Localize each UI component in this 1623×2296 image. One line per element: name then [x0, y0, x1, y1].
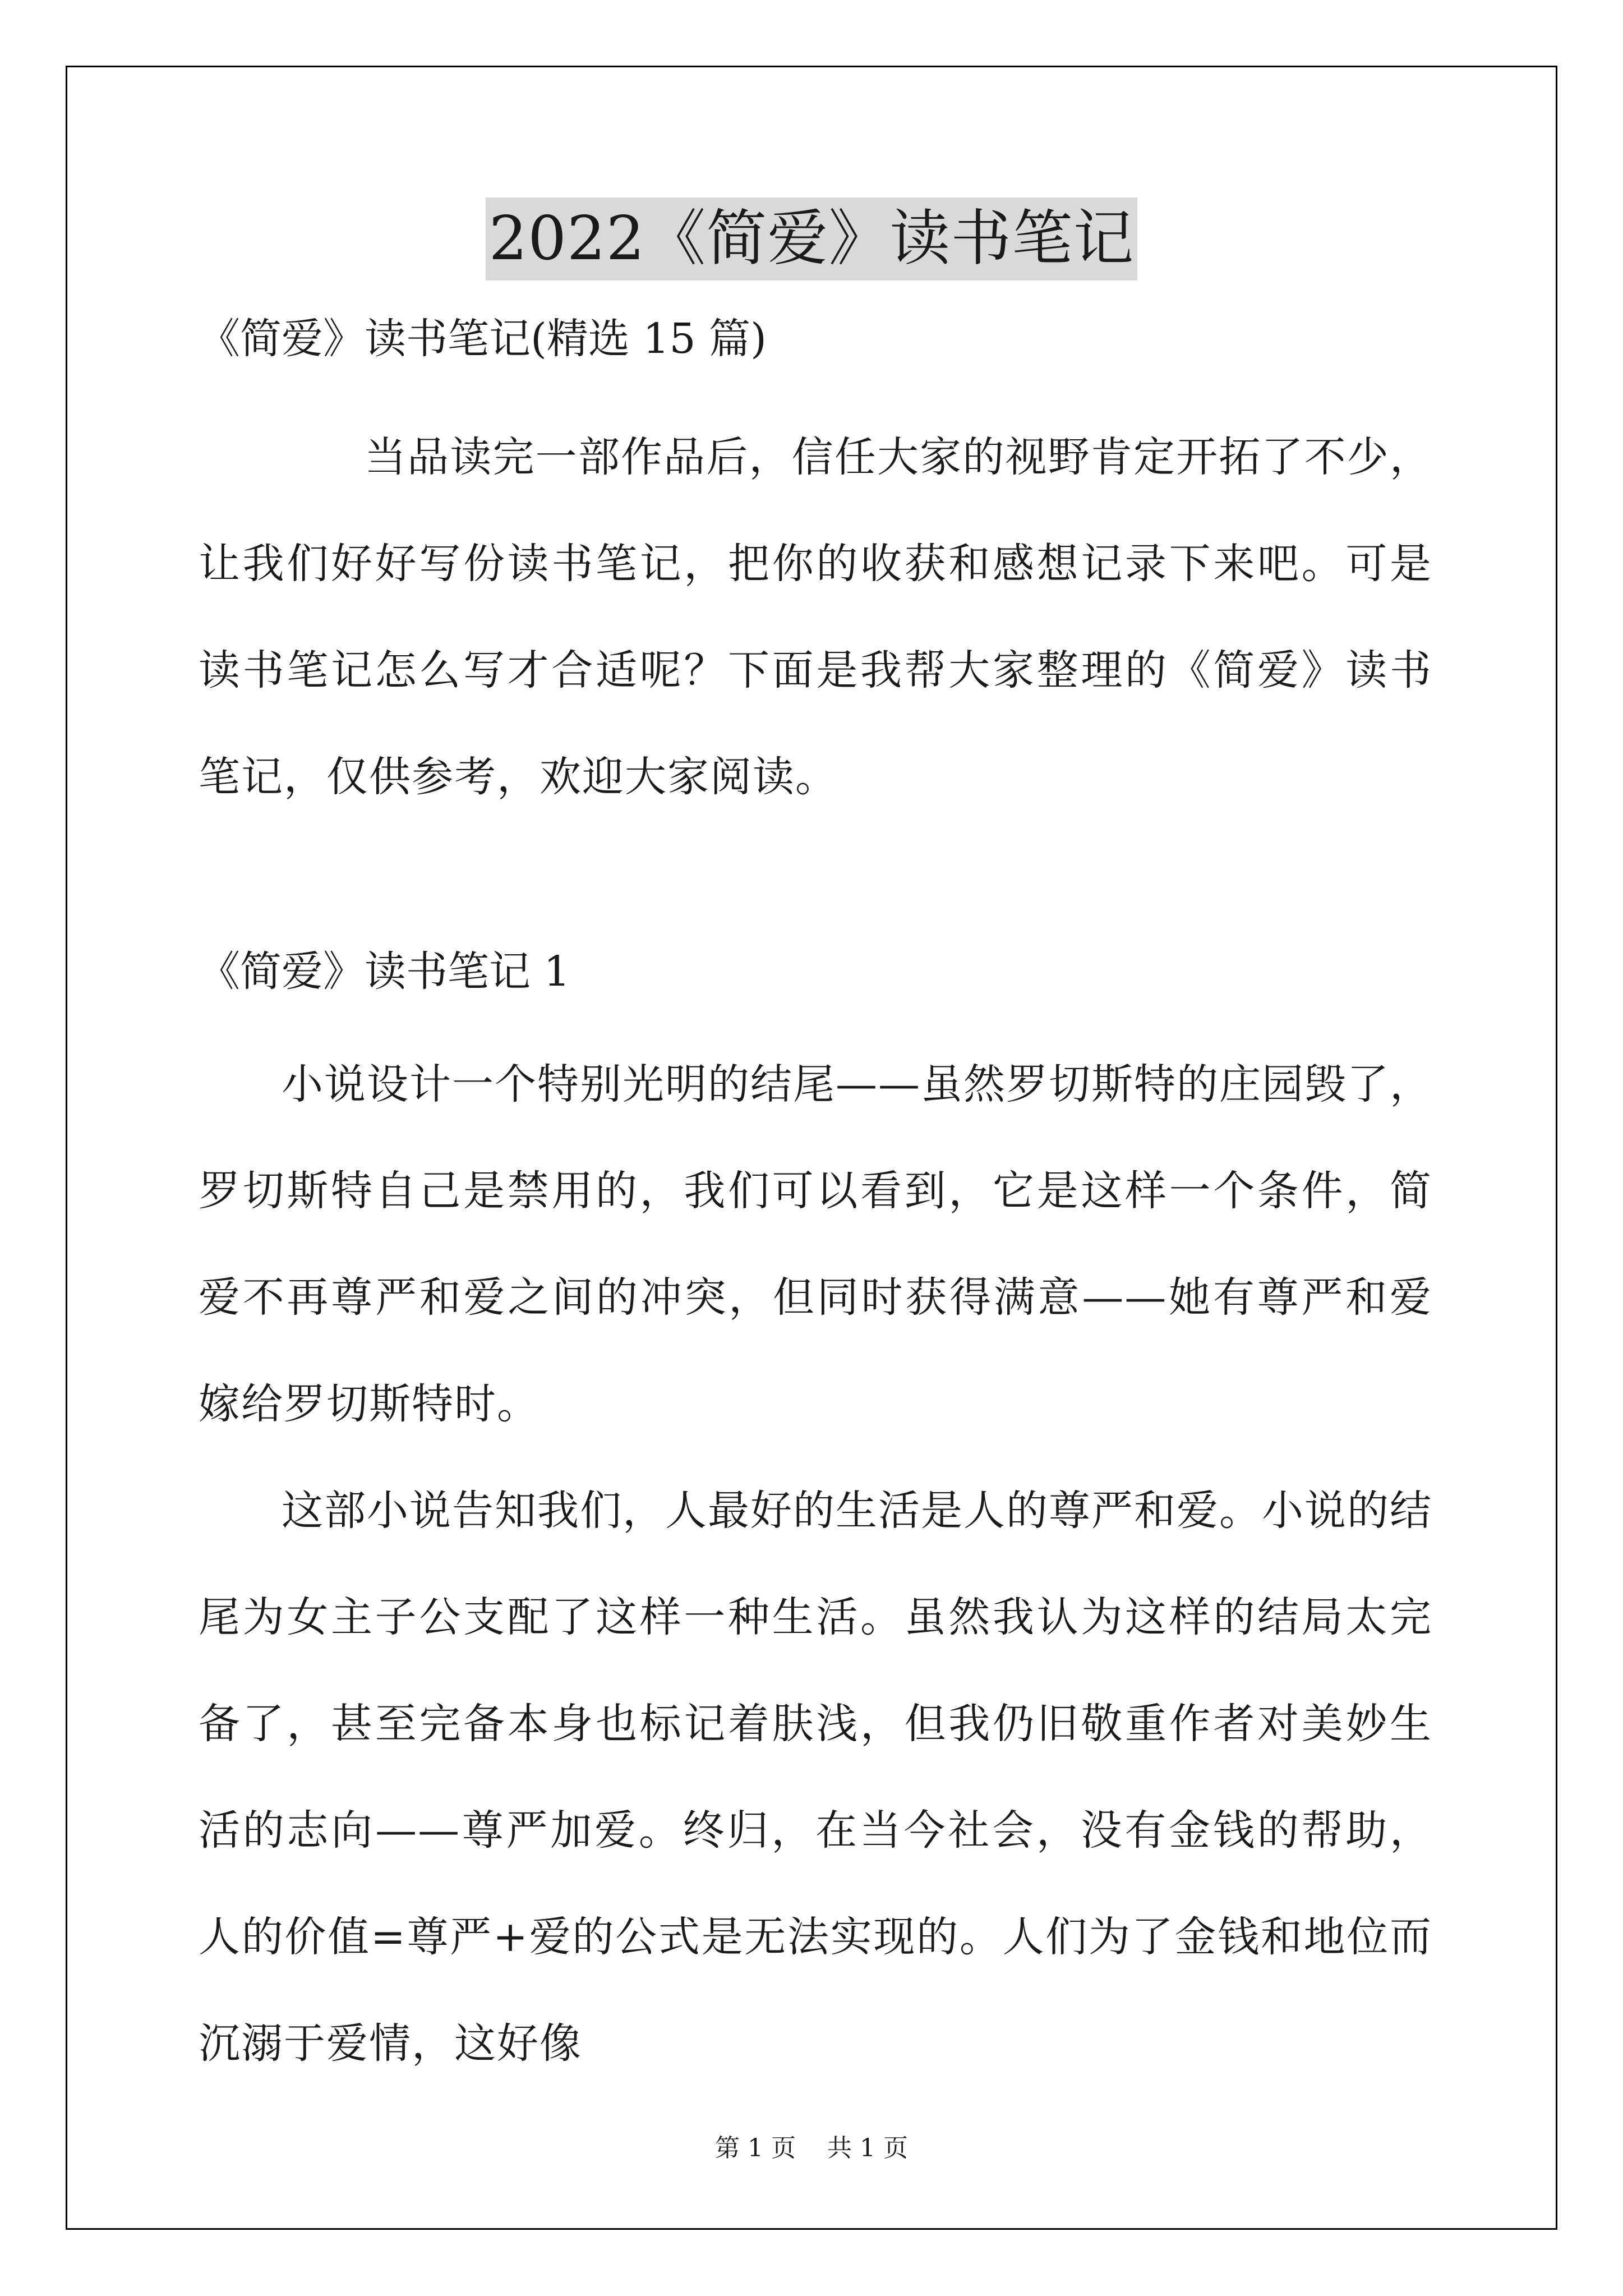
page-number-total: 共 1 页 [827, 2134, 908, 2162]
document-body [199, 303, 1432, 2097]
title-container [0, 197, 1623, 280]
body-paragraph-1: 小说设计一个特别光明的结尾——虽然罗切斯特的庄园毁了，罗切斯特自己是禁用的，我们可以看到，它是这样一个条件，简爱不再尊严和爱之间的冲突，但同时获得满意——她有尊严和爱嫁给罗切斯特时。 [199, 1060, 1432, 1428]
document-subtitle: 《简爱》读书笔记(精选 15 篇) [199, 315, 767, 363]
section-heading: 《简爱》读书笔记 1 [199, 947, 570, 996]
document-title: 2022《简爱》读书笔记 [486, 197, 1138, 280]
page-footer [0, 2132, 1623, 2165]
page-number-current: 第 1 页 [715, 2134, 796, 2162]
intro-paragraph: 当品读完一部作品后，信任大家的视野肯定开拓了不少，让我们好好写份读书笔记，把你的收获和感想记录下来吧。可是读书笔记怎么写才合适呢？下面是我帮大家整理的《简爱》读书笔记，仅供参考，欢迎大家阅读。 [199, 433, 1432, 801]
body-paragraph-2: 这部小说告知我们，人最好的生活是人的尊严和爱。小说的结尾为女主子公支配了这样一种生活。虽然我认为这样的结局太完备了，甚至完备本身也标记着肤浅，但我仍旧敬重作者对美妙生活的志向——尊严加爱。终归，在当今社会，没有金钱的帮助，人的价值=尊严+爱的公式是无法实现的。人们为了金钱和地位而沉溺于爱情，这好像 [199, 1487, 1432, 2068]
